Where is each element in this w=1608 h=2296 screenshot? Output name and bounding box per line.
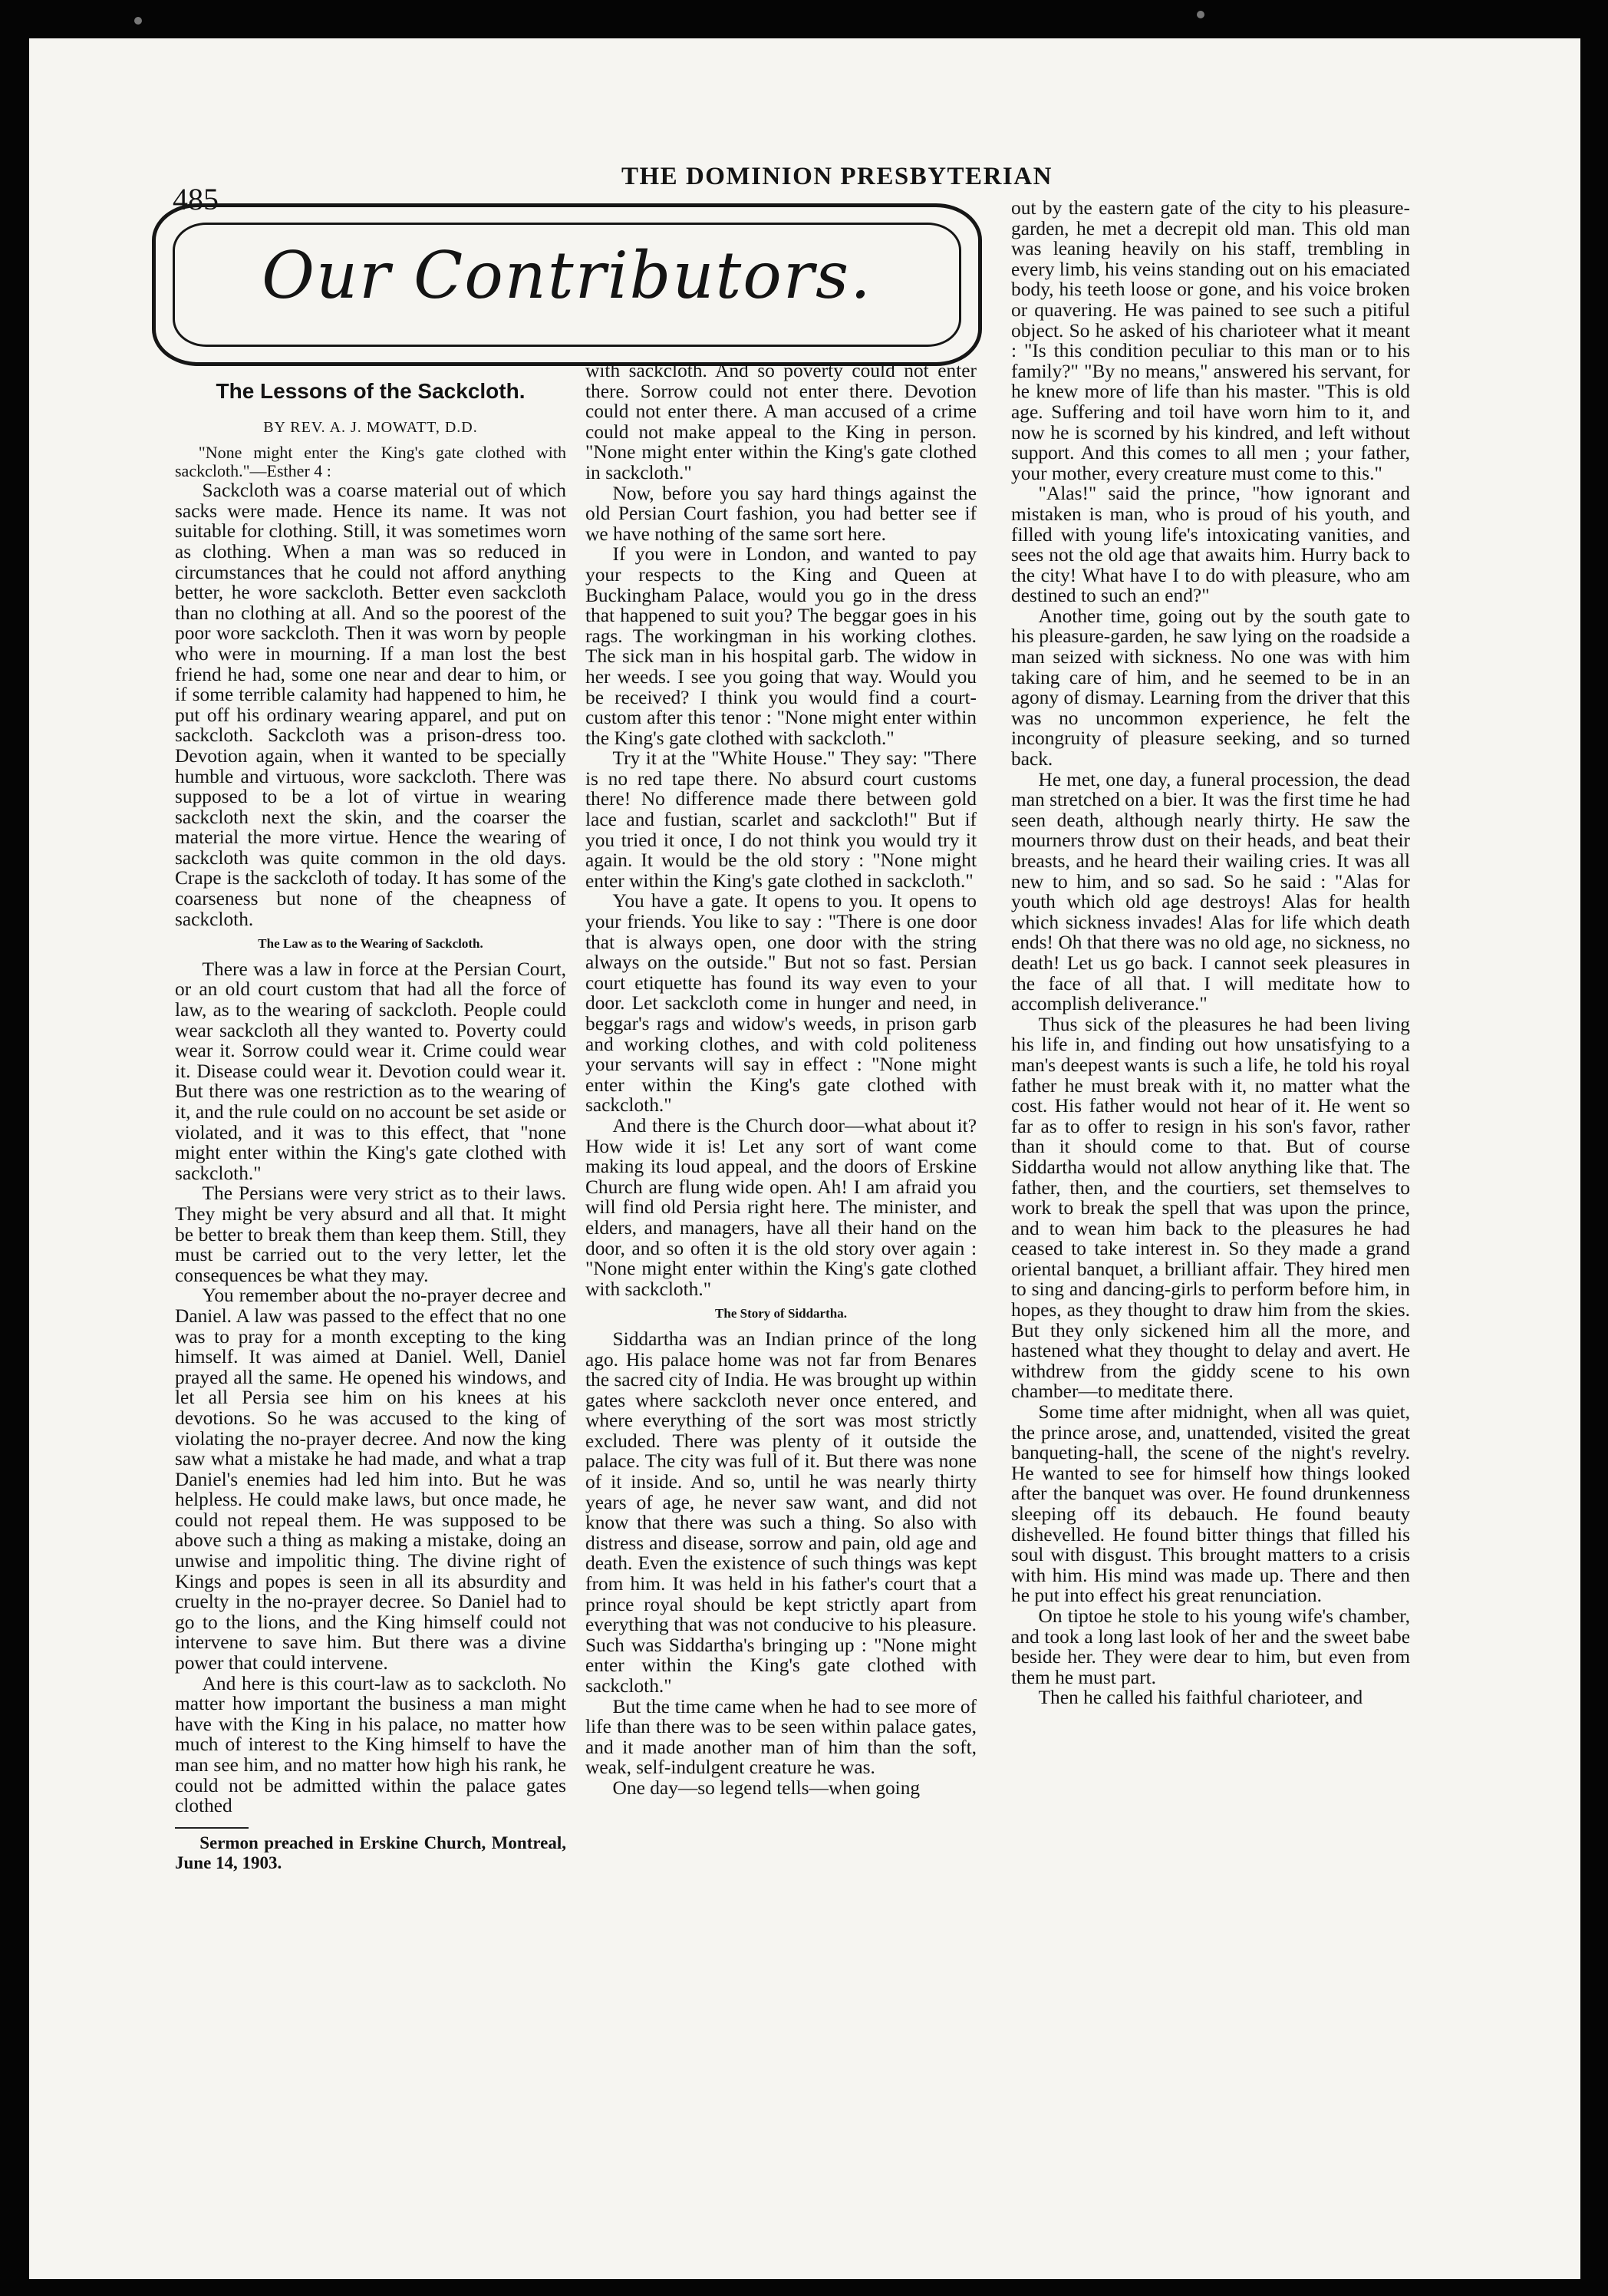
paragraph: The Persians were very strict as to their laws. They might be very absurd and all that. It might be better to break them than keep them. Still, they must be carried out to the very letter, let the consequences be what they may. (175, 1183, 566, 1286)
paragraph: If you were in London, and wanted to pay your respects to the King and Queen at Buckingham Palace, would you go in the dress that happened to suit you? The beggar goes in his rags. The workingman in his working clothes. The sick man in his hospital garb. The widow in her weeds. I see you going that way. Would you be received? I think you would find a court-custom after this tenor : "None might enter within the King's gate clothed with sackcloth." (585, 543, 977, 749)
paragraph: And there is the Church door—what about it? How wide it is! Let any sort of want come making its loud appeal, and the doors of Erskine Church are flung wide open. Ah! I am afraid you will find old Persia right here. The minister, and elders, and managers, have all their hand on the door, and so often it is the old story over again : "None might enter within the King's gate clothed with sackcloth." (585, 1114, 977, 1300)
paragraph: Then he called his faithful charioteer, and (1038, 1687, 1363, 1709)
paragraph: On tiptoe he stole to his young wife's chamber, and took a long last look of her and the sweet babe beside her. They were dear to him, but even from them he must part. (1011, 1605, 1410, 1688)
paragraph: One day—so legend tells—when going (612, 1776, 921, 1799)
article-epigraph: "None might enter the King's gate clothed with sackcloth."—Esther 4 : (175, 443, 566, 481)
paragraph: He met, one day, a funeral procession, the dead man stretched on a bier. It was the first time he had seen death, although nearly thirty. He saw the mourners throw dust on their heads, and beat their breasts, and he heard their wailing cries. It was all new to him, and so sad. So he said : "Alas for youth which old age destroys! Alas for health which sickness invades! Alas for life which death ends! Oh that there was no old age, no sickness, no death! Let us go back. I cannot seek pleasures in the face of all that. I will meditate how to accomplish deliverance." (1011, 768, 1410, 1015)
paragraph: Some time after midnight, when all was quiet, the prince arose, and, unattended, visited the great banqueting-hall, the scene of the night's revelry. He wanted to see for himself how things looked after the banquet was over. He found drunkenness sleeping off its debauch. He found beauty dishevelled. He found bitter things that filled his soul with disgust. This brought matters to a crisis with him. His mind was made up. There and then he put into effect his great renunciation. (1011, 1401, 1410, 1607)
paragraph: with sackcloth. And so poverty could not enter there. Sorrow could not enter there. Devotion could not enter there. A man accused of a crime could not make appeal to the King in person. "None might enter within the King's gate clothed in sackcloth." (585, 360, 977, 483)
column-2 (585, 361, 977, 1799)
scan-speck (1197, 11, 1204, 18)
paragraph: And here is this court-law as to sackcloth. No matter how important the business a man might have with the King in his palace, no matter how much of interest to the King himself to have the man see him, and no matter how high his rank, he could not be admitted within the palace gates clothed (175, 1672, 566, 1817)
subheading: The Law as to the Wearing of Sackcloth. (258, 936, 483, 952)
page-number: 485 (173, 182, 219, 216)
paragraph: Thus sick of the pleasures he had been living his life in, and finding out how unsatisfying to a man's deepest wants is such a life, he told his royal father he must break with it, no matter what the cost. His father would not hear of it. He went so far as to offer to resign in his son's favor, rather than it should come to that. But of course Siddartha would not allow anything like that. The father, then, and the courtiers, set themselves to work to break the spell that was upon the prince, and to wean him back to the pleasures he had ceased to take interest in. So they made a grand oriental banquet, a brilliant affair. They hired men to sing and dancing-girls to perform before him, in hopes, as they thought to draw him from the skies. But they only sickened him all the more, and hastened what they thought to delay and avert. He withdrew from the giddy scene to his own chamber—to meditate there. (1011, 1013, 1410, 1403)
paragraph: You remember about the no-prayer decree and Daniel. A law was passed to the effect that no one was to pray for a month excepting to the king himself. It was aimed at Daniel. Well, Daniel prayed all the same. He opened his windows, and let all Persia see him on his knees at his devotions. So he was accused to the king of violating the no-prayer decree. And now the king saw what a mistake he had made, and what a trap Daniel's enemies had led him into. But he was helpless. He could make laws, but once made, he could not repeal them. He was supposed to be above such a thing as making a mistake, doing an unwise and impolitic thing. The divine right of Kings and popes is seen in all its absurdity and cruelty in the no-prayer decree. So Daniel had to go to the lions, and the King himself could not intervene to save him. But there was a divine power that could intervene. (175, 1285, 566, 1674)
running-head: THE DOMINION PRESBYTERIAN (621, 163, 1053, 190)
paragraph: Siddartha was an Indian prince of the long ago. His palace home was not far from Benares the sacred city of India. He was brought up within gates where sackcloth never once entered, and where everything of the sort was most strictly excluded. There was plenty of it outside the palace. The city was full of it. But there was none of it inside. And so, until he was nearly thirty years of age, he never saw want, and did not know that there was such a thing. So also with distress and disease, sorrow and pain, old age and death. Even the existence of such things was kept from him. It was held in his father's court that a prince royal should be kept strictly apart from everything that was not conducive to his pleasure. Such was Siddartha's bringing up : "None might enter within the King's gate clothed with sackcloth." (585, 1328, 977, 1697)
section-banner (152, 203, 982, 366)
section-title: Our Contributors. (262, 238, 872, 313)
paragraph: out by the eastern gate of the city to his pleasure-garden, he met a decrepit old man. This old man was leaning heavily on his staff, trembling in every limb, his veins standing out on his emaciated body, his teeth loose or gone, and his voice broken or quavering. He was pained to see such a pitiful object. So he asked of his charioteer what it meant : "Is this condition peculiar to this man or to his family?" "By no means," answered his servant, for he knew more of life than his master. "This is old age. Suffering and toil have worn him to it, and now he is scorned by his kindred, and left without support. And this comes to all men ; your father, your mother, every creature must come to this." (1011, 197, 1410, 484)
subheading: The Story of Siddartha. (715, 1306, 847, 1321)
paragraph: "Alas!" said the prince, "how ignorant and mistaken is man, who is proud of his youth, and filled with young life's intoxicating vanities, and sees not the old age that awaits him. Hurry back to the city! What have I to do with pleasure, who am destined to such an end?" (1011, 483, 1410, 607)
paragraph: But the time came when he had to see more of life than there was to be seen within palace gates, and it made another man of him than the soft, weak, self-indulgent creature he was. (585, 1695, 977, 1779)
footnote-rule (175, 1827, 249, 1829)
column-1 (175, 372, 566, 1873)
paragraph: Another time, going out by the south gate to his pleasure-garden, he saw lying on the roadside a man seized with sickness. No one was with him taking care of him, and he seemed to be in an agony of dismay. Learning from the driver that this was no uncommon experience, he felt the incongruity of pleasure seeking, and so turned back. (1011, 605, 1410, 770)
paragraph: You have a gate. It opens to you. It opens to your friends. You like to say : "There is one door that is always open, one door with the string always on the outside." But not so fast. Persian court etiquette has found its way even to your door. Let sackcloth come in hunger and need, in beggar's rags and widow's weeds, in prison garb and working clothes, and with cold politeness your servants will say in effect : "None might enter within the King's gate clothed with sackcloth." (585, 890, 977, 1117)
article-byline: BY REV. A. J. MOWATT, D.D. (263, 418, 478, 436)
paragraph: There was a law in force at the Persian Court, or an old court custom that had all the force of law, as to the wearing of sackcloth. People could wear sackcloth all they wanted to. Poverty could wear it. Sorrow could wear it. Crime could wear it. Disease could wear it. Devotion could wear it. But there was one restriction as to the wearing of it, and the rule could on no account be set aside or violated, and it was to this effect, that "none might enter within the King's gate clothed with sackcloth." (175, 958, 566, 1184)
article-title: The Lessons of the Sackcloth. (216, 379, 526, 403)
column-3 (1011, 198, 1410, 1708)
paragraph: Try it at the "White House." They say: "There is no red tape there. No absurd court customs there! No difference made there between gold lace and fustian, scarlet and sackcloth!" But if you tried it once, I do not think you would try it again. It would be the old story : "None might enter within the King's gate clothed in sackcloth." (585, 747, 977, 892)
scan-speck (134, 17, 142, 25)
paragraph: Now, before you say hard things against the old Persian Court fashion, you had better see if we have nothing of the same sort here. (585, 482, 977, 545)
paragraph: Sackcloth was a coarse material out of which sacks were made. Hence its name. It was not suitable for clothing. Still, it was sometimes worn as clothing. When a man was so reduced in circumstances that he could not afford anything better, he wore sackcloth. Better even sackcloth than no clothing at all. And so the poorest of the poor wore sackcloth. Then it was worn by people who were in mourning. If a man lost the best friend he had, some one near and dear to him, or if some terrible calamity had happened to him, he put off his ordinary wearing apparel, and put on sackcloth. Sackcloth was a prison-dress too. Devotion again, when it wanted to be specially humble and virtuous, wore sackcloth. There was supposed to be a lot of virtue in wearing sackcloth next the skin, and the coarser the material the more virtue. Hence the wearing of sackcloth was quite common in the old days. Crape is the sackcloth of today. It has some of the coarseness but none of the cheapness of sackcloth. (175, 480, 566, 930)
footnote: Sermon preached in Erskine Church, Montreal, June 14, 1903. (175, 1833, 566, 1872)
